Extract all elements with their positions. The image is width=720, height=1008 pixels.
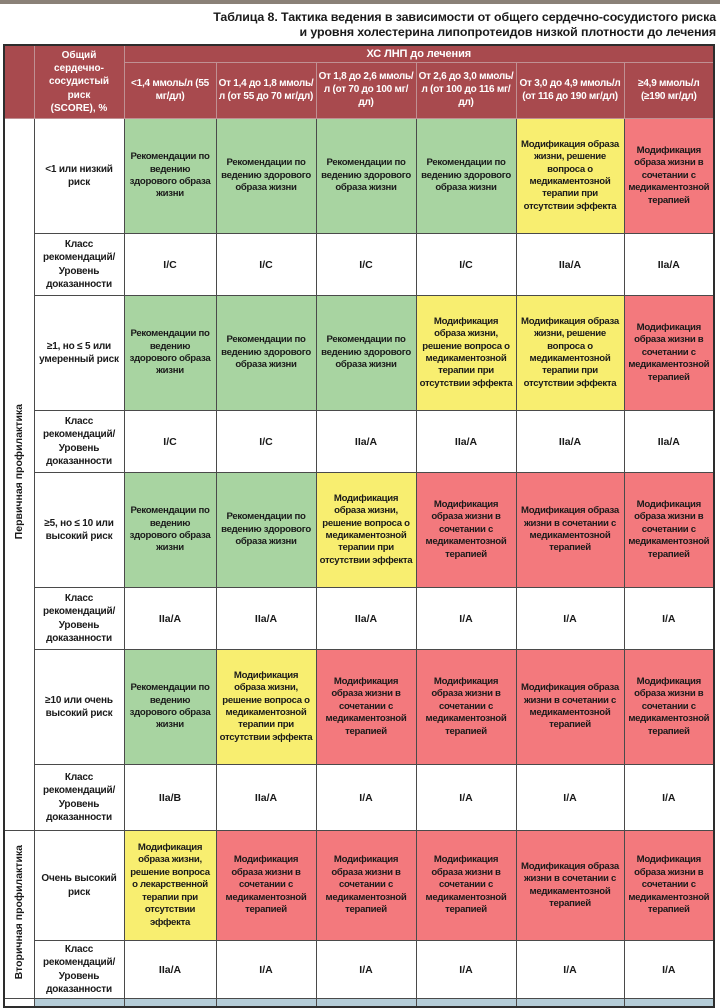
tactic-cell bbox=[624, 296, 714, 411]
tactic-cell bbox=[316, 473, 416, 588]
class-row bbox=[4, 765, 714, 831]
tactic-cell bbox=[416, 831, 516, 941]
class-value-cell: I/C bbox=[124, 411, 216, 473]
ldl-column-header: От 1,8 до 2,6 ммоль/л (от 70 до 100 мг/дл) bbox=[316, 63, 416, 119]
class-row-label: Класс рекомендаций/ Уровень доказанности bbox=[42, 772, 116, 823]
tactic-text: Модификация образа жизни, решение вопроса о медикаментозной терапии при отсутствии эффекта bbox=[219, 669, 313, 743]
tactic-text: Модификация образа жизни в сочетании с медикаментозной терапией bbox=[628, 144, 710, 206]
tactic-cell bbox=[216, 296, 316, 411]
class-value-cell: IIa/A bbox=[316, 588, 416, 650]
class-value-cell: IIa/A bbox=[216, 588, 316, 650]
class-value-cell: IIa/A bbox=[416, 411, 516, 473]
tactic-cell bbox=[124, 831, 216, 941]
section-label-secondary bbox=[4, 831, 34, 999]
tactic-cell bbox=[316, 119, 416, 234]
next-row-peek bbox=[624, 999, 714, 1007]
tactic-text: Рекомендации по ведению здорового образа жизни bbox=[129, 505, 211, 554]
class-value-cell: I/C bbox=[216, 411, 316, 473]
class-row-label: Класс рекомендаций/ Уровень доказанности bbox=[42, 944, 116, 995]
bottom-strip-gap bbox=[4, 999, 34, 1007]
tactic-cell bbox=[416, 296, 516, 411]
risk-label: ≥5, но ≤ 10 или высокий риск bbox=[44, 517, 114, 542]
risk-label: ≥1, но ≤ 5 или умеренный риск bbox=[39, 340, 119, 365]
tactic-text: Рекомендации по ведению здорового образа жизни bbox=[421, 157, 511, 194]
tactic-text: Модификация образа жизни, решение вопроса о медикаментозной терапии при отсутствии эффекта bbox=[419, 315, 513, 389]
class-value-cell: I/A bbox=[624, 941, 714, 999]
tactic-text: Рекомендации по ведению здорового образа жизни bbox=[129, 682, 211, 731]
ldl-column-header: <1,4 ммоль/л (55 мг/дл) bbox=[124, 63, 216, 119]
class-row-label: Класс рекомендаций/ Уровень доказанности bbox=[42, 593, 116, 644]
class-value-cell: IIa/A bbox=[124, 941, 216, 999]
next-row-peek-strip bbox=[4, 999, 714, 1007]
tactic-text: Модификация образа жизни в сочетании с медикаментозной терапией bbox=[325, 675, 407, 737]
tactic-cell bbox=[124, 650, 216, 765]
ldl-column-header: От 3,0 до 4,9 ммоль/л (от 116 до 190 мг/дл) bbox=[516, 63, 624, 119]
class-value-cell: I/A bbox=[516, 941, 624, 999]
tactic-cell bbox=[624, 650, 714, 765]
tactic-text: Модификация образа жизни в сочетании с медикаментозной терапией bbox=[628, 498, 710, 560]
tactic-text: Рекомендации по ведению здорового образа жизни bbox=[321, 157, 411, 194]
risk-header-line: сосудистый bbox=[48, 76, 110, 88]
class-value-cell: I/A bbox=[516, 588, 624, 650]
class-value-cell: I/A bbox=[316, 765, 416, 831]
tactic-row bbox=[4, 473, 714, 588]
tactic-text: Модификация образа жизни, решение вопроса о лекарственной терапии при отсутствии эффекта bbox=[130, 841, 210, 928]
class-label-cell bbox=[34, 234, 124, 296]
tactic-text: Модификация образа жизни в сочетании с медикаментозной терапией bbox=[425, 498, 507, 560]
class-label-cell bbox=[34, 765, 124, 831]
class-row-label: Класс рекомендаций/ Уровень доказанности bbox=[42, 416, 116, 467]
tactic-text: Рекомендации по ведению здорового образа жизни bbox=[321, 334, 411, 371]
risk-label-cell bbox=[34, 831, 124, 941]
class-value-cell: I/C bbox=[124, 234, 216, 296]
risk-label: Очень высокий риск bbox=[41, 873, 117, 898]
tactic-text: Модификация образа жизни в сочетании с медикаментозной терапией bbox=[521, 505, 619, 554]
next-row-peek bbox=[416, 999, 516, 1007]
ldl-column-header: От 1,4 до 1,8 ммоль/л (от 55 до 70 мг/дл) bbox=[216, 63, 316, 119]
tactic-cell bbox=[316, 650, 416, 765]
tactic-row bbox=[4, 119, 714, 234]
tactic-text: Модификация образа жизни в сочетании с медикаментозной терапией bbox=[425, 675, 507, 737]
tactic-cell bbox=[124, 119, 216, 234]
tactic-cell bbox=[516, 831, 624, 941]
class-value-cell: I/A bbox=[216, 941, 316, 999]
risk-label-cell bbox=[34, 473, 124, 588]
risk-label-cell bbox=[34, 296, 124, 411]
class-value-cell: IIa/A bbox=[516, 234, 624, 296]
risk-column-header bbox=[34, 45, 124, 119]
tactic-cell bbox=[124, 473, 216, 588]
tactic-cell bbox=[516, 119, 624, 234]
tactic-text: Модификация образа жизни в сочетании с медикаментозной терапией bbox=[425, 854, 507, 916]
next-row-peek bbox=[124, 999, 216, 1007]
table-title-line2: и уровня холестерина липопротеидов низкой плотности до лечения bbox=[299, 25, 716, 39]
class-label-cell bbox=[34, 411, 124, 473]
tactic-cell bbox=[624, 473, 714, 588]
class-label-cell bbox=[34, 941, 124, 999]
class-row bbox=[4, 588, 714, 650]
tactic-text: Модификация образа жизни в сочетании с медикаментозной терапией bbox=[521, 860, 619, 909]
tactic-cell bbox=[216, 119, 316, 234]
tactic-text: Модификация образа жизни в сочетании с медикаментозной терапией bbox=[628, 321, 710, 383]
tactic-text: Модификация образа жизни, решение вопроса о медикаментозной терапии при отсутствии эффекта bbox=[521, 138, 619, 212]
ldl-column-header: От 2,6 до 3,0 ммоль/л (от 100 до 116 мг/дл) bbox=[416, 63, 516, 119]
risk-label: <1 или низкий риск bbox=[45, 163, 113, 188]
tactic-cell bbox=[416, 119, 516, 234]
tactic-row bbox=[4, 296, 714, 411]
secondary-prevention-label: Вторичная профилактика bbox=[13, 844, 26, 980]
tactic-text: Модификация образа жизни в сочетании с медикаментозной терапией bbox=[325, 854, 407, 916]
tactic-text: Рекомендации по ведению здорового образа жизни bbox=[129, 328, 211, 377]
risk-ldl-table bbox=[3, 44, 715, 1008]
next-row-peek bbox=[316, 999, 416, 1007]
tactic-cell bbox=[416, 473, 516, 588]
class-value-cell: I/A bbox=[416, 588, 516, 650]
tactic-cell bbox=[216, 473, 316, 588]
risk-label-cell bbox=[34, 650, 124, 765]
tactic-text: Модификация образа жизни в сочетании с медикаментозной терапией bbox=[521, 682, 619, 731]
tactic-cell bbox=[316, 296, 416, 411]
tactic-row bbox=[4, 650, 714, 765]
next-row-peek bbox=[516, 999, 624, 1007]
tactic-cell bbox=[316, 831, 416, 941]
tactic-text: Рекомендации по ведению здорового образа жизни bbox=[221, 334, 311, 371]
class-row bbox=[4, 941, 714, 999]
class-value-cell: I/A bbox=[624, 765, 714, 831]
class-value-cell: IIa/A bbox=[316, 411, 416, 473]
tactic-cell bbox=[624, 831, 714, 941]
primary-prevention-label: Первичная профилактика bbox=[13, 404, 26, 540]
next-row-peek bbox=[216, 999, 316, 1007]
tactic-cell bbox=[216, 831, 316, 941]
class-row bbox=[4, 411, 714, 473]
class-value-cell: I/C bbox=[316, 234, 416, 296]
risk-header-line: сердечно- bbox=[54, 63, 104, 75]
ldl-column-header: ≥4,9 ммоль/л (≥190 мг/дл) bbox=[624, 63, 714, 119]
tactic-text: Модификация образа жизни в сочетании с медикаментозной терапией bbox=[225, 854, 307, 916]
tactic-text: Рекомендации по ведению здорового образа жизни bbox=[129, 151, 211, 200]
class-value-cell: I/C bbox=[416, 234, 516, 296]
tactic-cell bbox=[516, 650, 624, 765]
tactic-text: Модификация образа жизни в сочетании с медикаментозной терапией bbox=[628, 675, 710, 737]
class-value-cell: I/A bbox=[624, 588, 714, 650]
ldl-group-header-row bbox=[4, 45, 714, 63]
class-value-cell: I/A bbox=[416, 765, 516, 831]
tactic-cell bbox=[124, 296, 216, 411]
tactic-text: Модификация образа жизни, решение вопроса о медикаментозной терапии при отсутствии эффекта bbox=[521, 315, 619, 389]
risk-header-line: Общий bbox=[61, 50, 97, 62]
class-value-cell: I/C bbox=[216, 234, 316, 296]
class-value-cell: IIa/A bbox=[624, 234, 714, 296]
tactic-text: Рекомендации по ведению здорового образа жизни bbox=[221, 157, 311, 194]
class-value-cell: I/A bbox=[516, 765, 624, 831]
tactic-cell bbox=[216, 650, 316, 765]
class-value-cell: I/A bbox=[316, 941, 416, 999]
risk-label-cell bbox=[34, 119, 124, 234]
tactic-cell bbox=[516, 296, 624, 411]
tactic-text: Рекомендации по ведению здорового образа жизни bbox=[221, 511, 311, 548]
class-label-cell bbox=[34, 588, 124, 650]
class-row-label: Класс рекомендаций/ Уровень доказанности bbox=[42, 239, 116, 290]
tactic-cell bbox=[516, 473, 624, 588]
ldl-group-header: ХС ЛНП до лечения bbox=[124, 45, 714, 63]
class-value-cell: IIa/A bbox=[516, 411, 624, 473]
tactic-text: Модификация образа жизни, решение вопроса о медикаментозной терапии при отсутствии эффекта bbox=[319, 492, 413, 566]
class-value-cell: IIa/A bbox=[624, 411, 714, 473]
risk-header-line: (SCORE), % bbox=[50, 102, 108, 114]
risk-header-line: риск bbox=[67, 89, 91, 101]
class-row bbox=[4, 234, 714, 296]
class-value-cell: IIa/B bbox=[124, 765, 216, 831]
next-row-peek bbox=[34, 999, 124, 1007]
tactic-cell bbox=[416, 650, 516, 765]
table-title bbox=[4, 4, 718, 44]
class-value-cell: I/A bbox=[416, 941, 516, 999]
class-value-cell: IIa/A bbox=[216, 765, 316, 831]
section-label-primary bbox=[4, 119, 34, 831]
class-value-cell: IIa/A bbox=[124, 588, 216, 650]
tactic-text: Модификация образа жизни в сочетании с медикаментозной терапией bbox=[628, 854, 710, 916]
tactic-row bbox=[4, 831, 714, 941]
risk-label: ≥10 или очень высокий риск bbox=[45, 694, 113, 719]
tactic-cell bbox=[624, 119, 714, 234]
corner-cell bbox=[4, 45, 34, 119]
table-title-line1: Таблица 8. Тактика ведения в зависимости от общего сердечно-сосудистого риска bbox=[213, 10, 716, 24]
